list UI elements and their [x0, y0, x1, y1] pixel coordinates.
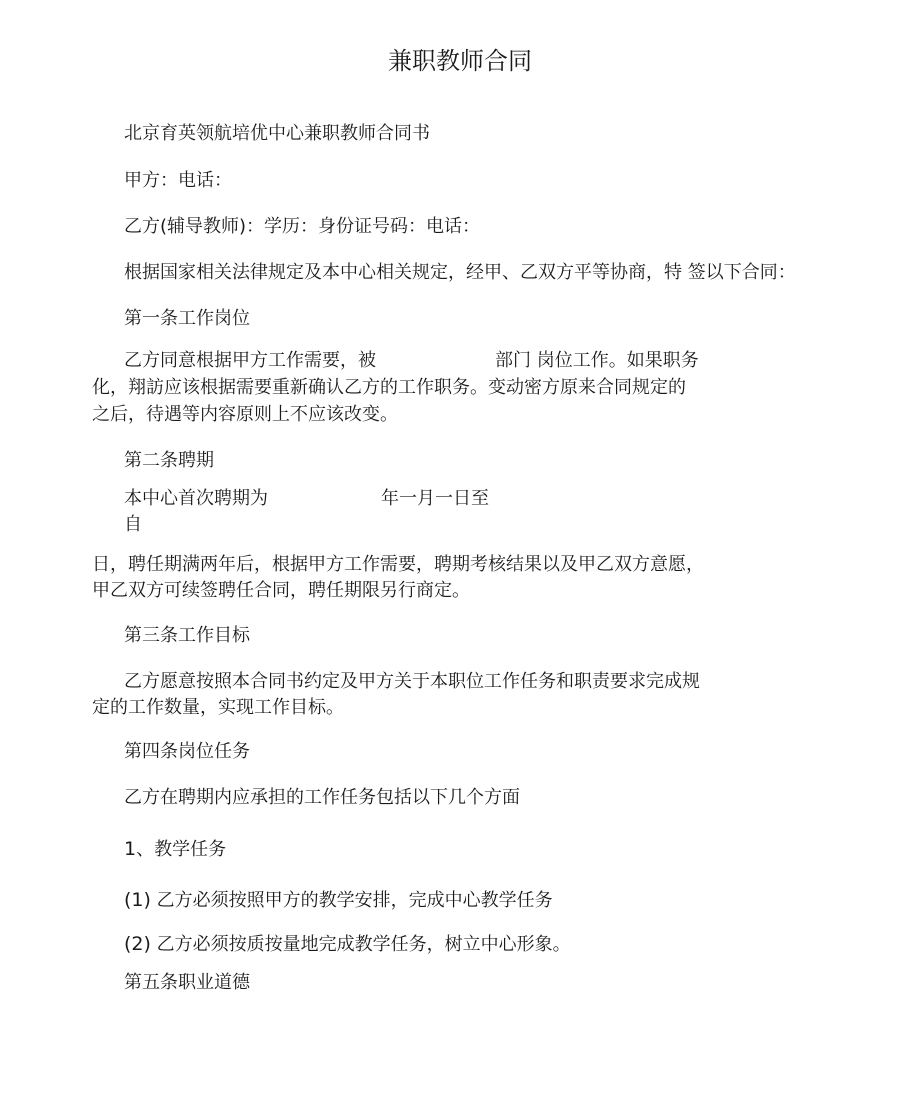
- article-1-line-3: 之后，待遇等内容原则上不应该改变。: [92, 404, 398, 425]
- preamble-line: 根据国家相关法律规定及本中心相关规定，经甲、乙双方平等协商，特 签以下合同：: [124, 262, 796, 283]
- document-title: 兼职教师合同: [388, 47, 532, 75]
- article-4-intro: 乙方在聘期内应承担的工作任务包括以下几个方面: [124, 787, 520, 808]
- sub-item-1-text: 乙方必须按照甲方的教学安排，完成中心教学任务: [156, 890, 553, 911]
- article-1-heading: 第一条工作岗位: [124, 308, 250, 329]
- article-3-line-2: 定的工作数量，实现工作目标。: [92, 697, 344, 718]
- sub-item-1-number: (1): [124, 889, 151, 911]
- list-item-1-text: 、教学任务: [136, 839, 227, 860]
- article-2-line-4: 甲乙双方可续签聘任合同，聘任期限另行商定。: [92, 580, 470, 601]
- sub-item-2-text: 乙方必须按质按量地完成教学任务，树立中心形象。: [156, 934, 571, 955]
- list-item-1: [124, 837, 226, 862]
- article-1-line-2: 化，翔訪应该根据需要重新确认乙方的工作职务。变动密方原来合同规定的: [92, 377, 686, 398]
- article-2-heading: 第二条聘期: [124, 450, 214, 471]
- article-1-line-1-start: 乙方同意根据甲方工作需要，被: [124, 350, 376, 371]
- list-item-1-number: 1: [124, 838, 137, 860]
- article-2-line-2: 自: [124, 514, 142, 535]
- article-5-heading: 第五条职业道德: [124, 972, 250, 993]
- article-4-heading: 第四条岗位任务: [124, 741, 250, 762]
- contract-name-line: 北京育英领航培优中心兼职教师合同书: [124, 123, 430, 144]
- article-2-line-3: 日，聘任期满两年后，根据甲方工作需要，聘期考核结果以及甲乙双方意愿，: [92, 554, 704, 575]
- sub-item-2: [124, 932, 571, 957]
- sub-item-1: [124, 888, 553, 913]
- article-3-line-1: 乙方愿意按照本合同书约定及甲方关于本职位工作任务和职责要求完成规: [124, 671, 700, 692]
- article-3-heading: 第三条工作目标: [124, 625, 250, 646]
- article-2-line-1-start: 本中心首次聘期为: [124, 488, 268, 509]
- sub-item-2-number: (2): [124, 933, 151, 955]
- party-a-line: 甲方：电话：: [124, 170, 232, 191]
- party-b-line: 乙方(辅导教师)：学历：身份证号码：电话：: [124, 216, 481, 237]
- article-1-line-1-end: 部门 岗位工作。如果职务: [495, 350, 699, 371]
- article-2-line-1-end: 年一月一日至: [381, 488, 489, 509]
